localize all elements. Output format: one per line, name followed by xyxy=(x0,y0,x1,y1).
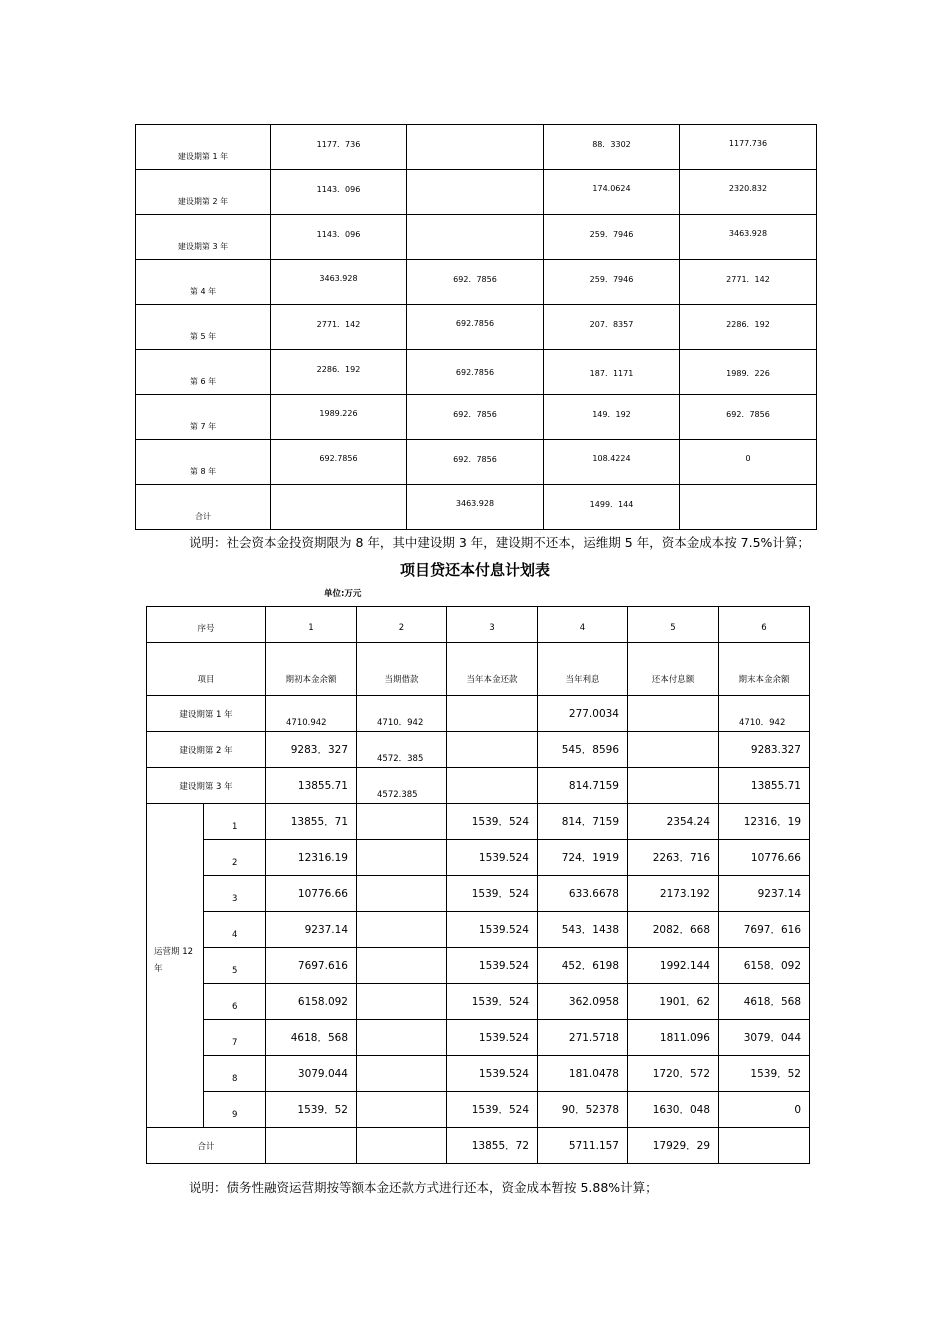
cell-value: 1989.226 xyxy=(319,409,358,418)
column-header: 期末本金余额 xyxy=(738,675,790,685)
row-label: 建设期第 2 年 xyxy=(177,197,229,206)
seq-number: 4 xyxy=(579,623,586,633)
row-index: 2 xyxy=(232,858,238,868)
cell-value: 1499．144 xyxy=(589,500,634,509)
cell-value: 814．7159 xyxy=(561,816,619,828)
cell-value: 10776.66 xyxy=(750,851,801,864)
table-row xyxy=(147,984,810,1020)
table-row xyxy=(147,840,810,876)
cell-value: 187．1171 xyxy=(589,369,634,378)
cell-value: 2286．192 xyxy=(316,365,361,374)
row-label: 合计 xyxy=(197,1141,215,1152)
row-index: 4 xyxy=(232,930,238,940)
cell-value: 10776.66 xyxy=(297,887,348,900)
table-row xyxy=(147,696,810,732)
cell-value: 0 xyxy=(745,454,751,463)
cell-value: 13855．72 xyxy=(471,1140,529,1152)
total-row xyxy=(136,485,817,530)
cell-value: 2173.192 xyxy=(659,887,710,900)
cell-value: 692．7856 xyxy=(453,410,497,419)
cell-value: 90．52378 xyxy=(561,1104,619,1116)
cell-value: 259．7946 xyxy=(589,230,634,239)
row-index: 3 xyxy=(232,894,238,904)
header-row-seq xyxy=(147,607,810,643)
cell-value: 13855.71 xyxy=(297,779,348,792)
cell-value: 207．8357 xyxy=(589,320,634,329)
table-row xyxy=(136,395,817,440)
cell-value: 271.5718 xyxy=(568,1031,619,1044)
cell-value: 108.4224 xyxy=(592,454,631,463)
cell-value: 1539.524 xyxy=(478,959,529,972)
table-row xyxy=(147,948,810,984)
cell-value: 4572.385 xyxy=(377,790,418,800)
cell-value: 1539.524 xyxy=(478,1067,529,1080)
table-row xyxy=(136,260,817,305)
cell-value: 9237.14 xyxy=(304,923,348,936)
row-label: 建设期第 1 年 xyxy=(177,152,229,161)
cell-value: 3463.928 xyxy=(455,499,495,508)
table-row xyxy=(147,1056,810,1092)
row-index: 6 xyxy=(232,1002,238,1012)
cell-value: 1539．524 xyxy=(471,816,529,828)
cell-value: 9283.327 xyxy=(750,743,801,756)
cell-value: 692.7856 xyxy=(319,454,358,463)
table-row xyxy=(147,804,810,840)
cell-value: 1539．524 xyxy=(471,1104,529,1116)
cell-value: 2320.832 xyxy=(728,184,768,193)
cell-value: 545．8596 xyxy=(561,744,619,756)
cell-value: 692.7856 xyxy=(455,319,495,328)
cell-value: 181.0478 xyxy=(568,1067,619,1080)
column-header: 还本付息额 xyxy=(651,675,695,685)
column-header: 当期借款 xyxy=(384,675,419,685)
cell-value: 1539．524 xyxy=(471,888,529,900)
table-row xyxy=(147,1020,810,1056)
cell-value: 1630．048 xyxy=(652,1104,710,1116)
table-title: 项目贷还本付息计划表 xyxy=(399,561,550,579)
note-capital: 说明：社会资本金投资期限为 8 年，其中建设期 3 年，建设期不还本，运维期 5 年，资本金成本按 7.5%计算； xyxy=(189,535,810,550)
cell-value: 633.6678 xyxy=(568,887,619,900)
cell-value: 2082．668 xyxy=(652,924,710,936)
cell-value: 5711.157 xyxy=(568,1139,619,1152)
table-row xyxy=(147,732,810,768)
cell-value: 692.7856 xyxy=(455,368,495,377)
cell-value: 692．7856 xyxy=(726,410,770,419)
table-row xyxy=(147,768,810,804)
cell-value: 3079．044 xyxy=(743,1032,801,1044)
cell-value: 6158．092 xyxy=(743,960,801,972)
cell-value: 4572．385 xyxy=(377,754,424,764)
total-row xyxy=(147,1128,810,1164)
row-label: 建设期第 3 年 xyxy=(177,242,229,251)
cell-value: 3463.928 xyxy=(319,274,358,283)
cell-value: 9237.14 xyxy=(757,887,801,900)
cell-value: 17929．29 xyxy=(652,1140,710,1152)
seq-number: 3 xyxy=(489,623,495,633)
table-row xyxy=(147,1092,810,1128)
cell-value: 6158.092 xyxy=(297,995,348,1008)
row-index: 1 xyxy=(232,822,238,832)
cell-value: 1539．52 xyxy=(750,1068,801,1080)
cell-value: 1539.524 xyxy=(478,923,529,936)
column-header: 期初本金余额 xyxy=(285,675,337,685)
table-row xyxy=(136,125,817,170)
cell-value: 1143．096 xyxy=(316,185,361,194)
cell-value: 12316．19 xyxy=(743,816,801,828)
cell-value: 692．7856 xyxy=(453,275,497,284)
cell-value: 1992.144 xyxy=(659,959,710,972)
table-row xyxy=(136,215,817,260)
loan-repayment-table xyxy=(146,606,810,1164)
cell-value: 88．3302 xyxy=(592,140,631,149)
seq-number: 2 xyxy=(398,623,405,633)
row-index: 8 xyxy=(232,1074,238,1084)
cell-value: 452．6198 xyxy=(561,960,619,972)
cell-value: 7697．616 xyxy=(743,924,801,936)
cell-value: 362.0958 xyxy=(568,995,619,1008)
cell-value: 4710．942 xyxy=(377,718,424,728)
cell-value: 814.7159 xyxy=(568,779,619,792)
cell-value: 1539.524 xyxy=(478,851,529,864)
cell-value: 692．7856 xyxy=(453,455,497,464)
cell-value: 4618．568 xyxy=(290,1032,348,1044)
cell-value: 2771．142 xyxy=(726,275,770,284)
cell-value: 3463.928 xyxy=(728,229,768,238)
row-label: 合计 xyxy=(195,512,211,521)
capital-cost-table xyxy=(135,124,817,530)
cell-value: 1539.524 xyxy=(478,1031,529,1044)
cell-value: 13855.71 xyxy=(750,779,801,792)
cell-value: 1177.736 xyxy=(728,139,768,148)
item-label: 项目 xyxy=(197,675,215,685)
unit-label: 单位:万元 xyxy=(324,589,362,599)
cell-value: 2263．716 xyxy=(652,852,710,864)
table-row xyxy=(136,350,817,395)
cell-value: 1989．226 xyxy=(726,369,770,378)
cell-value: 2771．142 xyxy=(316,320,361,329)
cell-value: 724．1919 xyxy=(561,852,619,864)
table-row xyxy=(147,912,810,948)
cell-value: 0 xyxy=(794,1103,801,1116)
header-row-items xyxy=(147,643,810,696)
table-row xyxy=(136,440,817,485)
cell-value: 2286．192 xyxy=(726,320,770,329)
row-index: 9 xyxy=(232,1110,238,1120)
row-label: 第 7 年 xyxy=(189,422,217,431)
cell-value: 4618．568 xyxy=(743,996,801,1008)
row-label: 第 5 年 xyxy=(189,332,217,341)
operation-period-label: 运营期 12 年 xyxy=(154,947,194,974)
row-label: 第 6 年 xyxy=(189,377,217,386)
cell-value: 277.0034 xyxy=(568,707,619,720)
cell-value: 1539．52 xyxy=(297,1104,348,1116)
seq-number: 6 xyxy=(761,623,767,633)
row-label: 第 8 年 xyxy=(189,467,217,476)
column-header: 当年本金还款 xyxy=(466,675,518,685)
cell-value: 1539．524 xyxy=(471,996,529,1008)
row-label: 建设期第 2 年 xyxy=(179,745,233,756)
cell-value: 3079.044 xyxy=(297,1067,348,1080)
row-index: 7 xyxy=(232,1038,238,1048)
cell-value: 4710．942 xyxy=(739,718,786,728)
cell-value: 1901．62 xyxy=(659,996,710,1008)
row-index: 5 xyxy=(232,966,238,976)
note-debt: 说明：债务性融资运营期按等额本金还款方式进行还本，资金成本暂按 5.88%计算； xyxy=(189,1180,658,1195)
table-row xyxy=(136,170,817,215)
column-header: 当年利息 xyxy=(565,675,600,685)
row-label: 第 4 年 xyxy=(189,287,217,296)
table-row xyxy=(147,876,810,912)
cell-value: 1811.096 xyxy=(659,1031,710,1044)
row-label: 建设期第 3 年 xyxy=(179,781,233,792)
cell-value: 9283．327 xyxy=(290,744,348,756)
cell-value: 1177．736 xyxy=(316,140,361,149)
cell-value: 174.0624 xyxy=(592,184,631,193)
cell-value: 1720．572 xyxy=(652,1068,710,1080)
seq-label: 序号 xyxy=(197,624,215,634)
cell-value: 1143．096 xyxy=(316,230,361,239)
cell-value: 4710.942 xyxy=(286,718,327,728)
cell-value: 13855．71 xyxy=(290,816,348,828)
row-label: 建设期第 1 年 xyxy=(179,709,233,720)
seq-number: 5 xyxy=(670,623,676,633)
cell-value: 543．1438 xyxy=(561,924,619,936)
seq-number: 1 xyxy=(308,623,314,633)
table-row xyxy=(136,305,817,350)
cell-value: 12316.19 xyxy=(297,851,348,864)
cell-value: 259．7946 xyxy=(589,275,634,284)
cell-value: 7697.616 xyxy=(297,959,348,972)
cell-value: 149．192 xyxy=(592,410,631,419)
cell-value: 2354.24 xyxy=(666,815,710,828)
